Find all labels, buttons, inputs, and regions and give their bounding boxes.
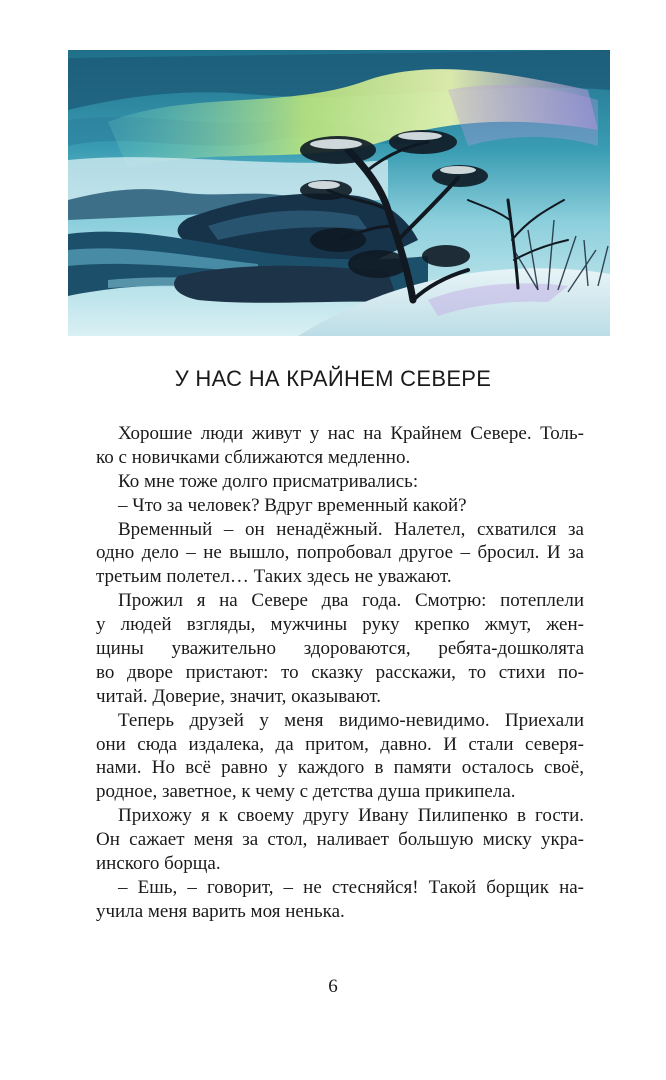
text-line: родное, заветное, к чему с детства душа прикипела.: [96, 781, 516, 803]
text-line: одно дело – не вышло, попробовал другое – бросил. И за: [96, 542, 584, 564]
text-line: Прихожу я к своему другу Ивану Пилипенко в гости.: [118, 805, 584, 827]
text-line: – Ешь, – говорит, – не стесняйся! Такой борщик на-: [118, 876, 584, 898]
text-line: третьим полетел… Таких здесь не уважают.: [96, 566, 452, 588]
text-line: Хорошие люди живут у нас на Крайнем Севере. Толь-: [118, 423, 584, 444]
text-line: учила меня варить моя ненька.: [96, 900, 345, 922]
text-line: Прожил я на Севере два года. Смотрю: потеплели: [118, 590, 584, 612]
text-line: нами. Но всё равно у каждого в памяти осталось своё,: [96, 757, 584, 779]
winter-aurora-landscape-icon: [68, 50, 610, 336]
text-line: Он сажает меня за стол, наливает большую миску укра-: [96, 829, 584, 851]
text-line: во дворе пристают: то сказку расскажи, то стихи по-: [96, 661, 584, 683]
text-line: ко с новичками сближаются медленно.: [96, 446, 411, 468]
text-line: – Что за человек? Вдруг временный какой?: [118, 494, 467, 516]
text-line: у людей взгляды, мужчины руку крепко жмут, жен-: [96, 614, 584, 636]
chapter-illustration: [68, 50, 610, 336]
text-line: Теперь друзей у меня видимо-невидимо. Приехали: [118, 709, 584, 731]
text-line: они сюда издалека, да притом, давно. И стали северя-: [96, 733, 584, 755]
text-line: Временный – он ненадёжный. Налетел, схватился за: [118, 518, 584, 540]
text-line: Ко мне тоже долго присматривались:: [118, 470, 419, 492]
chapter-title: У НАС НА КРАЙНЕМ СЕВЕРЕ: [174, 366, 492, 391]
text-line: читай. Доверие, значит, оказывают.: [96, 685, 382, 707]
page-number: 6: [328, 976, 338, 997]
body-text: [96, 422, 584, 924]
text-line: инского борща.: [96, 853, 221, 875]
text-line: щины уважительно здороваются, ребята-дошколята: [96, 638, 584, 660]
